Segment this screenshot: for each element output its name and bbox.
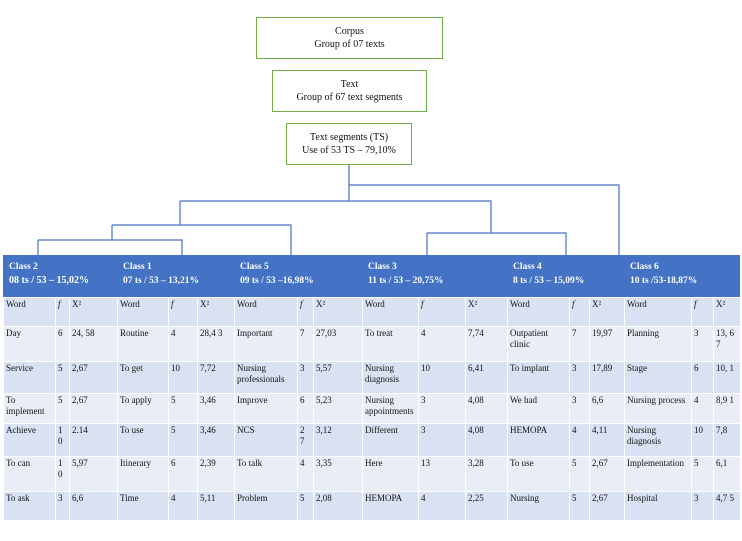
word-cell: To implement xyxy=(3,393,55,423)
frequency-cell: 4 xyxy=(569,423,589,456)
word-cell: Outpatient clinic xyxy=(507,326,569,361)
word-cell: Nursing appointments xyxy=(362,393,418,423)
grid-line xyxy=(3,361,740,362)
chi-square-cell: 2,67 xyxy=(69,393,117,423)
word-cell: To treat xyxy=(362,326,418,361)
chi-square-cell: 7,8 xyxy=(713,423,740,456)
frequency-cell: 3 xyxy=(418,393,465,423)
word-cell: Hospital xyxy=(624,491,691,520)
chi-square-cell: 4,11 xyxy=(589,423,624,456)
frequency-cell: 1 0 xyxy=(55,423,69,456)
frequency-cell: 5 xyxy=(168,423,197,456)
word-cell: HEMOPA xyxy=(362,491,418,520)
chi-square-cell: 19,97 xyxy=(589,326,624,361)
word-cell: To get xyxy=(117,361,168,393)
corpus-title: Corpus xyxy=(335,26,364,37)
word-cell: Problem xyxy=(234,491,297,520)
grid-line xyxy=(362,297,363,520)
class-subtitle: 8 ts / 53 – 15,09% xyxy=(513,276,585,286)
grid-line xyxy=(313,297,314,520)
connector-class3-class4 xyxy=(427,233,566,255)
class-subtitle: 10 ts /53-18,87% xyxy=(630,276,698,286)
chi-square-cell: 2,08 xyxy=(313,491,362,520)
class-title: Class 1 xyxy=(123,262,152,272)
class-header xyxy=(624,255,740,297)
chi-square-cell: 3,35 xyxy=(313,456,362,491)
column-header: Word xyxy=(117,297,168,326)
word-cell: To ask xyxy=(3,491,55,520)
frequency-cell: 3 xyxy=(55,491,69,520)
chi-square-cell: 2.14 xyxy=(69,423,117,456)
text-subtitle: Group of 67 text segments xyxy=(296,92,403,103)
grid-line xyxy=(465,297,466,520)
column-header: f xyxy=(55,297,69,326)
grid-line xyxy=(3,297,4,520)
grid-line xyxy=(3,326,740,327)
frequency-cell: 4 xyxy=(418,326,465,361)
chi-square-cell: 6,6 xyxy=(589,393,624,423)
frequency-cell: 3 xyxy=(418,423,465,456)
chi-square-cell: 5,97 xyxy=(69,456,117,491)
chi-square-cell: 3,46 xyxy=(197,393,234,423)
column-header: f xyxy=(691,297,713,326)
class-header xyxy=(507,255,624,297)
column-header: X² xyxy=(589,297,624,326)
frequency-cell: 13 xyxy=(418,456,465,491)
word-cell: Routine xyxy=(117,326,168,361)
word-cell: HEMOPA xyxy=(507,423,569,456)
word-cell: Nursing diagnosis xyxy=(362,361,418,393)
word-cell: To can xyxy=(3,456,55,491)
frequency-cell: 5 xyxy=(569,456,589,491)
grid-line xyxy=(569,297,570,520)
chi-square-cell: 13, 67 xyxy=(713,326,740,361)
class-header xyxy=(117,255,234,297)
connector-top-split xyxy=(349,185,619,255)
column-header: f xyxy=(297,297,313,326)
chi-square-cell: 5,57 xyxy=(313,361,362,393)
chi-square-cell: 4,08 xyxy=(465,393,507,423)
connector-mid-split xyxy=(180,201,491,233)
frequency-cell: 4 xyxy=(168,326,197,361)
chi-square-cell: 8,9 1 xyxy=(713,393,740,423)
column-header: Word xyxy=(624,297,691,326)
chi-square-cell: 3,28 xyxy=(465,456,507,491)
column-header: f xyxy=(569,297,589,326)
frequency-cell: 5 xyxy=(297,491,313,520)
column-header: X² xyxy=(313,297,362,326)
frequency-cell: 4 xyxy=(168,491,197,520)
word-cell: Day xyxy=(3,326,55,361)
word-cell: Nursing xyxy=(507,491,569,520)
frequency-cell: 4 xyxy=(418,491,465,520)
chi-square-cell: 3,12 xyxy=(313,423,362,456)
frequency-cell: 10 xyxy=(691,423,713,456)
chi-square-cell: 2,67 xyxy=(589,456,624,491)
frequency-cell: 3 xyxy=(569,361,589,393)
word-cell: Nursing professionals xyxy=(234,361,297,393)
class-header xyxy=(234,255,362,297)
grid-line xyxy=(507,297,508,520)
grid-line xyxy=(168,297,169,520)
frequency-cell: 3 xyxy=(297,361,313,393)
chi-square-cell: 10, 1 xyxy=(713,361,740,393)
chi-square-cell: 4,08 xyxy=(465,423,507,456)
frequency-cell: 3 xyxy=(569,393,589,423)
text-title: Text xyxy=(340,79,359,90)
word-cell: Service xyxy=(3,361,55,393)
word-cell: To use xyxy=(507,456,569,491)
corpus-subtitle: Group of 07 texts xyxy=(314,39,385,50)
grid-line xyxy=(713,297,714,520)
frequency-cell: 5 xyxy=(691,456,713,491)
frequency-cell: 10 xyxy=(168,361,197,393)
class-title: Class 5 xyxy=(240,262,269,272)
chi-square-cell: 6,1 xyxy=(713,456,740,491)
grid-line xyxy=(624,297,625,520)
column-header: Word xyxy=(362,297,418,326)
grid-line xyxy=(197,297,198,520)
grid-line xyxy=(3,423,740,424)
chi-square-cell: 5,11 xyxy=(197,491,234,520)
grid-line xyxy=(3,456,740,457)
chi-square-cell: 3,46 xyxy=(197,423,234,456)
frequency-cell: 4 xyxy=(297,456,313,491)
word-cell: Planning xyxy=(624,326,691,361)
chi-square-cell: 2,67 xyxy=(589,491,624,520)
column-header: Word xyxy=(3,297,55,326)
column-header: X² xyxy=(69,297,117,326)
frequency-cell: 2 7 xyxy=(297,423,313,456)
word-cell: Nursing process xyxy=(624,393,691,423)
word-cell: To implant xyxy=(507,361,569,393)
frequency-cell: 5 xyxy=(55,361,69,393)
grid-line xyxy=(234,297,235,520)
chi-square-cell: 17,89 xyxy=(589,361,624,393)
chi-square-cell: 5,23 xyxy=(313,393,362,423)
grid-line xyxy=(69,297,70,520)
chi-square-cell: 4,7 5 xyxy=(713,491,740,520)
connector-class2-class1 xyxy=(38,240,182,255)
grid-line xyxy=(55,297,56,520)
chi-square-cell: 6,6 xyxy=(69,491,117,520)
chi-square-cell: 27,03 xyxy=(313,326,362,361)
frequency-cell: 6 xyxy=(55,326,69,361)
word-cell: Itinerary xyxy=(117,456,168,491)
frequency-cell: 1 0 xyxy=(55,456,69,491)
frequency-cell: 3 xyxy=(691,326,713,361)
word-cell: To use xyxy=(117,423,168,456)
word-cell: Important xyxy=(234,326,297,361)
chi-square-cell: 24, 58 xyxy=(69,326,117,361)
chi-square-cell: 2,25 xyxy=(465,491,507,520)
chi-square-cell: 28,4 3 xyxy=(197,326,234,361)
word-cell: Implementation xyxy=(624,456,691,491)
word-cell: Here xyxy=(362,456,418,491)
word-cell: Achieve xyxy=(3,423,55,456)
grid-line xyxy=(418,297,419,520)
grid-line xyxy=(3,297,740,298)
class-title: Class 4 xyxy=(513,262,542,272)
class-subtitle: 08 ts / 53 – 15,02% xyxy=(9,275,89,286)
grid-line xyxy=(740,297,741,520)
frequency-cell: 10 xyxy=(418,361,465,393)
word-cell: To apply xyxy=(117,393,168,423)
class-title: Class 3 xyxy=(368,262,397,272)
grid-line xyxy=(3,491,740,492)
class-title: Class 6 xyxy=(630,262,659,272)
word-cell: NCS xyxy=(234,423,297,456)
column-header: Word xyxy=(234,297,297,326)
class-header xyxy=(3,255,117,297)
class-subtitle: 09 ts / 53 –16,98% xyxy=(240,276,314,286)
frequency-cell: 5 xyxy=(168,393,197,423)
word-cell: We had xyxy=(507,393,569,423)
grid-line xyxy=(297,297,298,520)
frequency-cell: 3 xyxy=(691,491,713,520)
segments-subtitle: Use of 53 TS – 79,10% xyxy=(302,145,396,156)
chi-square-cell: 7,74 xyxy=(465,326,507,361)
grid-line xyxy=(691,297,692,520)
grid-line xyxy=(589,297,590,520)
frequency-cell: 6 xyxy=(297,393,313,423)
column-header: X² xyxy=(197,297,234,326)
frequency-cell: 7 xyxy=(569,326,589,361)
frequency-cell: 4 xyxy=(691,393,713,423)
chi-square-cell: 2,67 xyxy=(69,361,117,393)
frequency-cell: 6 xyxy=(168,456,197,491)
grid-line xyxy=(117,297,118,520)
frequency-cell: 7 xyxy=(297,326,313,361)
column-header: f xyxy=(418,297,465,326)
word-cell: Improve xyxy=(234,393,297,423)
class-subtitle: 07 ts / 53 – 13,21% xyxy=(123,276,199,286)
word-cell: Time xyxy=(117,491,168,520)
frequency-cell: 5 xyxy=(55,393,69,423)
class-subtitle: 11 ts / 53 – 20,75% xyxy=(368,276,444,286)
word-cell: To talk xyxy=(234,456,297,491)
column-header: X² xyxy=(465,297,507,326)
column-header: f xyxy=(168,297,197,326)
word-cell: Stage xyxy=(624,361,691,393)
column-header: X² xyxy=(713,297,740,326)
chi-square-cell: 7,72 xyxy=(197,361,234,393)
word-cell: Nursing diagnosis xyxy=(624,423,691,456)
frequency-cell: 5 xyxy=(569,491,589,520)
chi-square-cell: 2,39 xyxy=(197,456,234,491)
class-title: Class 2 xyxy=(9,262,38,272)
column-header: Word xyxy=(507,297,569,326)
grid-line xyxy=(3,393,740,394)
word-cell: Different xyxy=(362,423,418,456)
segments-title: Text segments (TS) xyxy=(309,132,389,143)
chi-square-cell: 6,41 xyxy=(465,361,507,393)
frequency-cell: 6 xyxy=(691,361,713,393)
class-header xyxy=(362,255,507,297)
dendrogram xyxy=(0,0,742,260)
grid-line xyxy=(3,520,740,521)
